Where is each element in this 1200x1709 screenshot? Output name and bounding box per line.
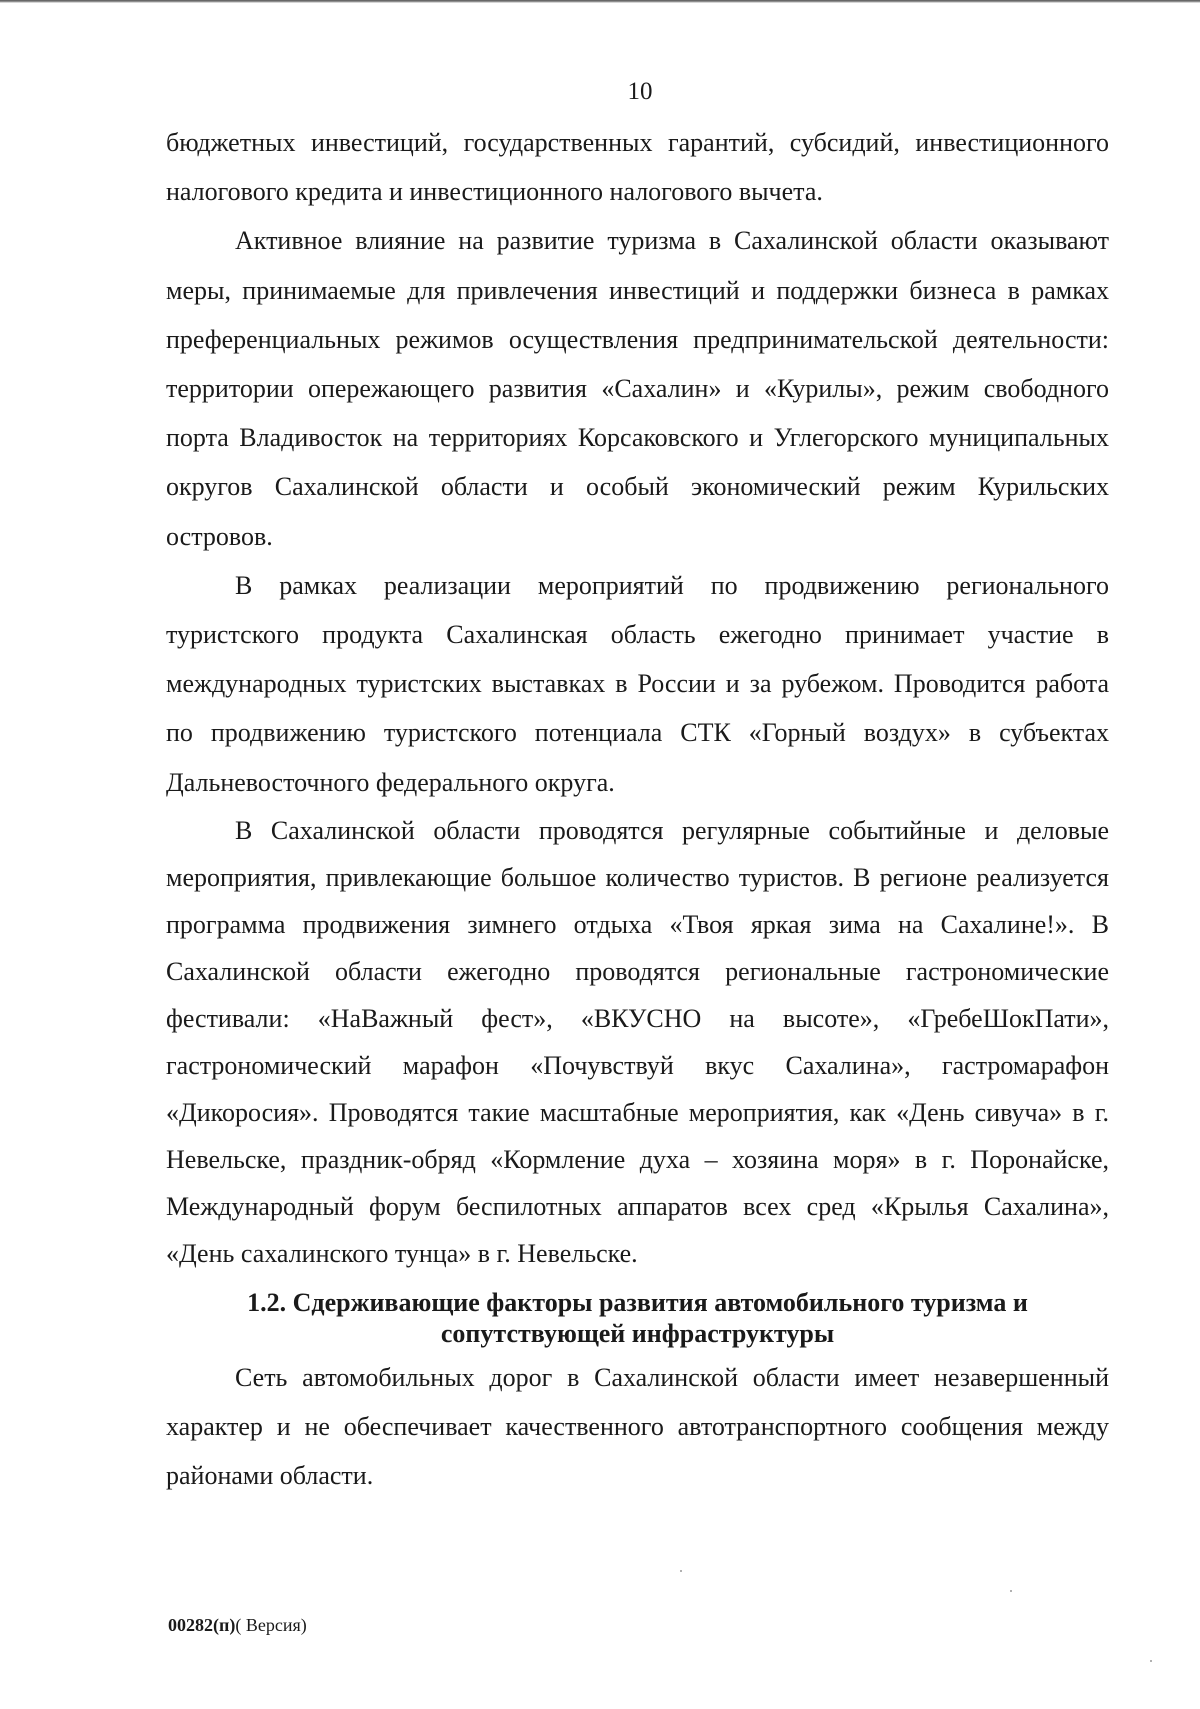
paragraph-road-network: Сеть автомобильных дорог в Сахалинской области имеет незавершенный характер и не обеспечивает качественного автотранспортного сообщения между районами области. xyxy=(166,1362,1109,1491)
scan-speck xyxy=(1150,1660,1152,1662)
document-version-label: ( Версия) xyxy=(235,1615,307,1635)
document-code: 00282(п) xyxy=(168,1615,236,1635)
paragraph-investment-measures: Активное влияние на развитие туризма в Сахалинской области оказывают меры, принимаемые для привлечения инвестиций и поддержки бизнеса в рамках преференциальных режимов осуществления предпринимательской деятельности: территории опережающего развития «Сахалин» и «Курилы», режим свободного порта Владивосток на территориях Корсаковского и Углегорского муниципальных округов Сахалинской области и особый экономический режим Курильских островов. xyxy=(166,226,1109,551)
scan-speck xyxy=(1010,1590,1012,1592)
paragraph-continuation: бюджетных инвестиций, государственных гарантий, субсидий, инвестиционного налогового кредита и инвестиционного налогового вычета. xyxy=(166,128,1109,207)
section-heading: 1.2. Сдерживающие факторы развития автомобильного туризма и сопутствующей инфраструктуры xyxy=(247,1287,1028,1348)
document-body xyxy=(166,118,1109,1500)
page-number: 10 xyxy=(627,78,653,105)
scan-speck xyxy=(680,1570,682,1572)
paragraph-events: В Сахалинской области проводятся регулярные событийные и деловые мероприятия, привлекающие большое количество туристов. В регионе реализуется программа продвижения зимнего отдыха «Твоя яркая зима на Сахалине!». В Сахалинской области ежегодно проводятся региональные гастрономические фестивали: «НаВажный фест», «ВКУСНО на высоте», «ГребеШокПати», гастрономический марафон «Почувствуй вкус Сахалина», гастромарафон «Дикоросия». Проводятся такие масштабные мероприятия, как «День сивуча» в г. Невельске, праздник-обряд «Кормление духа – хозяина моря» в г. Поронайске, Международный форум беспилотных аппаратов всех сред «Крылья Сахалина», «День сахалинского тунца» в г. Невельске. xyxy=(166,815,1109,1268)
scan-top-edge xyxy=(0,0,1200,3)
document-footer xyxy=(168,1613,307,1637)
paragraph-tourism-promotion: В рамках реализации мероприятий по продвижению регионального туристского продукта Сахалинская область ежегодно принимает участие в международных туристских выставках в России и за рубежом. Проводится работа по продвижению туристского потенциала СТК «Горный воздух» в субъектах Дальневосточного федерального округа. xyxy=(166,570,1109,797)
